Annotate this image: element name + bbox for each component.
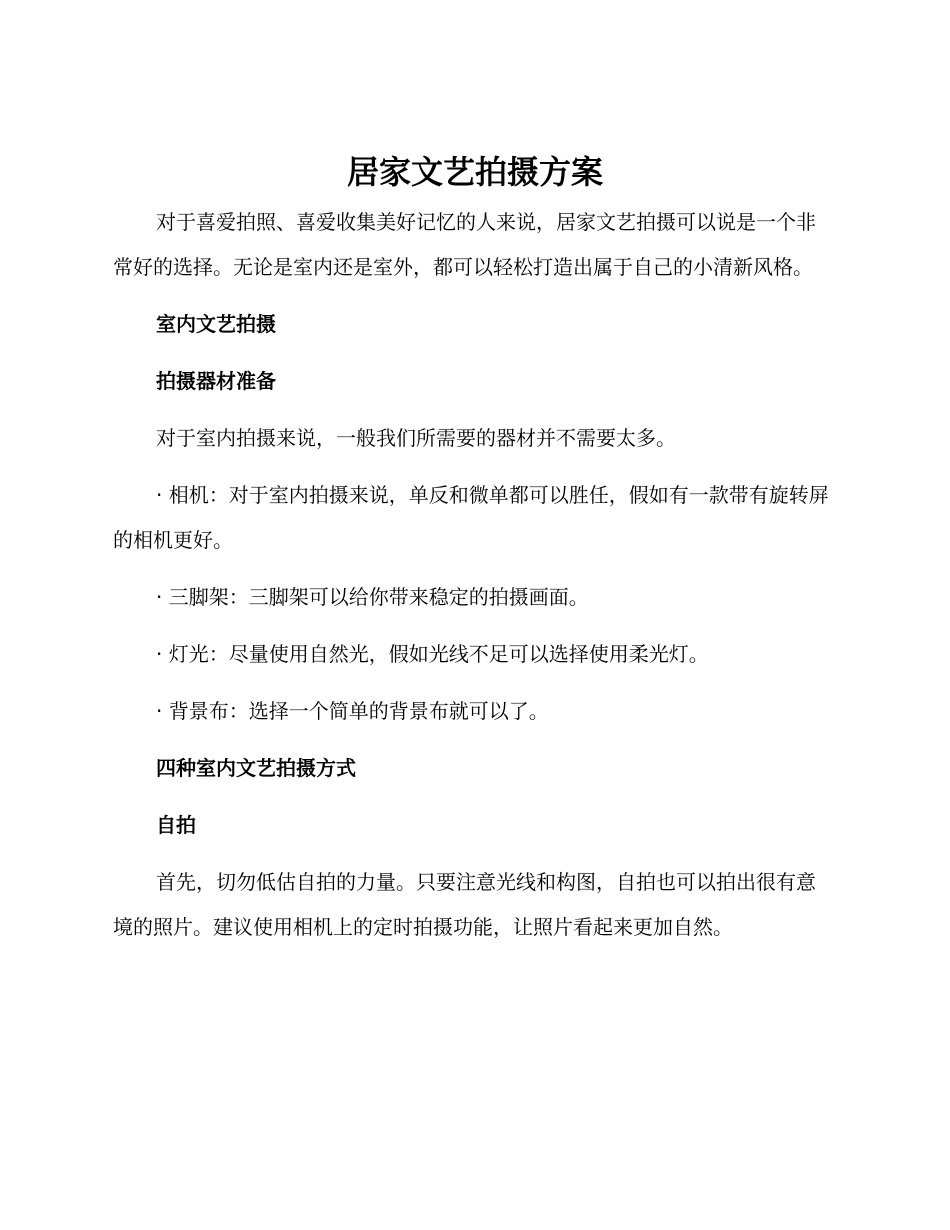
selfie-paragraph: 首先，切勿低估自拍的力量。只要注意光线和构图，自拍也可以拍出很有意境的照片。建议使用相机上的定时拍摄功能，让照片看起来更加自然。: [113, 870, 816, 939]
subheading-selfie: 自拍: [156, 813, 196, 837]
equipment-item-tripod: · 三脚架：三脚架可以给你带来稳定的拍摄画面。: [156, 585, 589, 609]
section-heading-indoor: 室内文艺拍摄: [156, 312, 276, 336]
subheading-methods: 四种室内文艺拍摄方式: [156, 756, 356, 780]
equipment-item-lighting: · 灯光：尽量使用自然光，假如光线不足可以选择使用柔光灯。: [156, 642, 709, 666]
document-title: 居家文艺拍摄方案: [346, 153, 603, 191]
document-body: [113, 200, 835, 962]
subheading-equipment: 拍摄器材准备: [156, 369, 276, 393]
equipment-item-backdrop: · 背景布：选择一个简单的背景布就可以了。: [156, 699, 549, 723]
equipment-intro-paragraph: 对于室内拍摄来说，一般我们所需要的器材并不需要太多。: [156, 426, 676, 450]
equipment-item-camera: · 相机：对于室内拍摄来说，单反和微单都可以胜任，假如有一款带有旋转屏的相机更好。: [113, 483, 829, 552]
intro-paragraph: 对于喜爱拍照、喜爱收集美好记忆的人来说，居家文艺拍摄可以说是一个非常好的选择。无论是室内还是室外，都可以轻松打造出属于自己的小清新风格。: [113, 210, 816, 279]
